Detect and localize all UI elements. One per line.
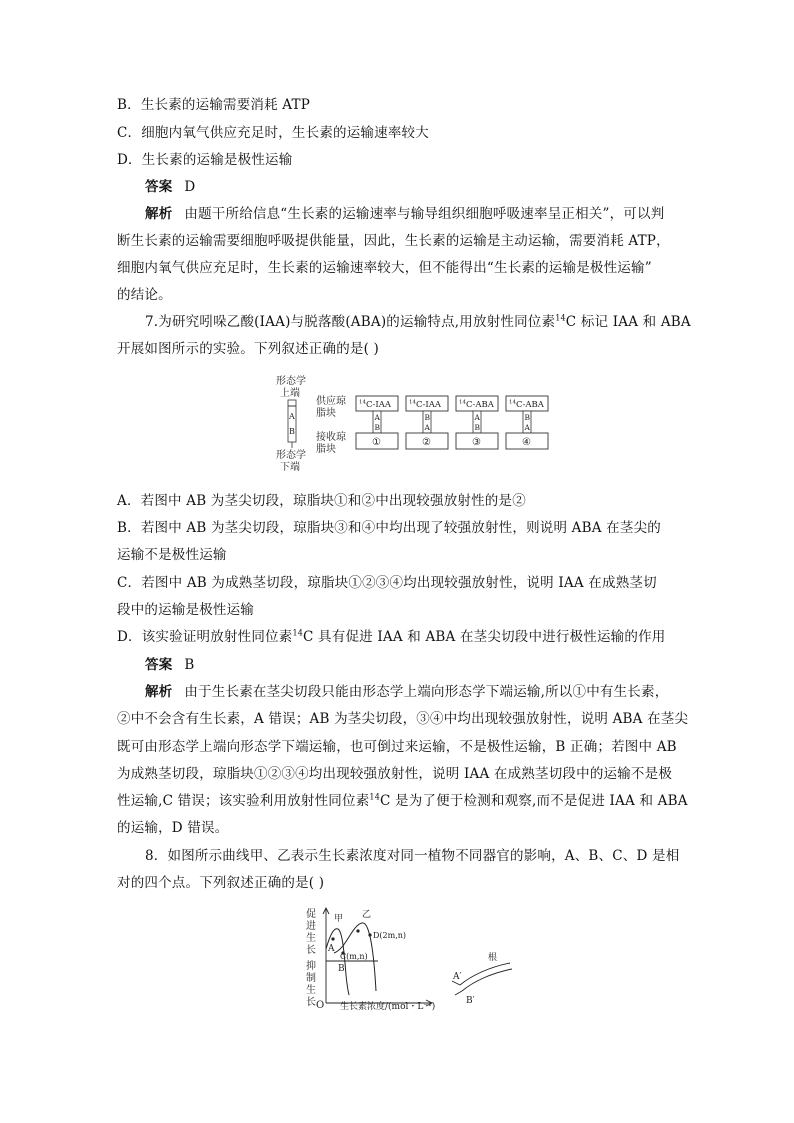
q7-option-b: B．若图中 AB 为茎尖切段，琼脂块③和④中均出现了较强放射性，则说明 ABA 在茎尖的 <box>117 520 661 536</box>
q6-analysis-line: 细胞内氧气供应充足时，生长素的运输速率较大，但不能得出“生长素的运输是极性运输” <box>117 260 652 276</box>
svg-text:脂块: 脂块 <box>316 444 336 455</box>
q7-stem: 7.为研究吲哚乙酸(IAA)与脱落酸(ABA)的运输特点,用放射性同位素$^{14}$C 标记 IAA 和 ABA <box>145 313 691 330</box>
receiver-agar-number: ④ <box>522 437 531 448</box>
svg-text:下端: 下端 <box>280 462 300 473</box>
q7-analysis-line: 解析 由于生长素在茎尖切段只能由形态学上端向形态学下端运输,所以①中有生长素， <box>145 684 669 700</box>
q6-analysis-line: 断生长素的运输需要细胞呼吸提供能量，因此，生长素的运输是主动运输，需要消耗 ATP， <box>117 233 670 249</box>
point-a: A <box>328 944 335 954</box>
bottom-label: 形态学 <box>276 450 306 461</box>
svg-text:长: 长 <box>306 997 316 1008</box>
analysis-label: 解析 <box>145 206 173 222</box>
curve-yi-label: 乙 <box>362 910 372 920</box>
segment-top-letter: A <box>374 413 380 422</box>
origin-label: O <box>316 1000 325 1011</box>
curve-jia-label: 甲 <box>334 914 344 924</box>
q7-analysis-line: 既可由形态学上端向形态学下端运输，也可倒过来运输，不是极性运输，B 正确；若图中 AB <box>117 739 677 755</box>
q7-analysis-line: ②中不会含有生长素，A 错误；AB 为茎尖切段，③④中均出现较强放射性，说明 ABA 在茎尖 <box>117 711 689 727</box>
donor-agar-text: $^{14}$C-IAA <box>359 399 392 410</box>
q6-option-d: D．生长素的运输是极性运输 <box>117 152 293 168</box>
segment-top-letter: B <box>524 413 531 422</box>
q7-analysis-line: 性运输,C 错误；该实验利用放射性同位素$^{14}$C 是为了便于检测和观察,而不是促进 IAA 和 ABA <box>117 792 688 809</box>
answer-value: D <box>184 179 196 195</box>
q7-stem-2: 开展如图所示的实验。下列叙述正确的是( ) <box>117 341 380 357</box>
answer-label: 答案 <box>145 657 173 673</box>
svg-text:生: 生 <box>306 985 316 996</box>
segment-bottom-letter: A <box>424 423 430 432</box>
receiver-agar-number: ① <box>372 437 381 448</box>
svg-text:B: B <box>289 427 295 436</box>
q7-experiment-figure <box>272 372 552 484</box>
q7-answer <box>145 656 684 674</box>
svg-text:生: 生 <box>306 933 316 944</box>
svg-text:促: 促 <box>306 909 316 920</box>
point-b-prime: B′ <box>466 996 475 1006</box>
curve-jia <box>326 929 349 995</box>
q7-analysis-line: 为成熟茎切段，琼脂块①②③④均出现较强放射性，说明 IAA 在成熟茎切段中的运输不是极 <box>117 766 673 782</box>
receiver-label: 接收琼 <box>316 432 346 443</box>
q8-stem-2: 对的四个点。下列叙述正确的是( ) <box>117 875 325 891</box>
q7-option-b-cont: 运输不是极性运输 <box>117 547 227 563</box>
segment-top-letter: B <box>424 413 431 422</box>
segment-bottom-letter: B <box>474 423 481 432</box>
point-a-prime: A′ <box>453 972 462 982</box>
receiver-agar-number: ③ <box>472 437 481 448</box>
root-label: 根 <box>488 953 498 963</box>
q6-option-b: B．生长素的运输需要消耗 ATP <box>117 97 311 113</box>
q7-option-a: A．若图中 AB 为茎尖切段，琼脂块①和②中出现较强放射性的是② <box>117 493 526 509</box>
donor-agar-text: $^{14}$C-ABA <box>509 399 544 410</box>
q7-option-d: D．该实验证明放射性同位素$^{14}$C 具有促进 IAA 和 ABA 在茎尖切段中进行极性运输的作用 <box>117 628 666 645</box>
donor-agar-text: $^{14}$C-IAA <box>409 399 442 410</box>
segment-bottom-letter: A <box>524 423 530 432</box>
q8-auxin-curve-figure <box>300 905 530 1017</box>
svg-text:长: 长 <box>306 945 316 956</box>
donor-agar-text: $^{14}$C-ABA <box>459 399 494 410</box>
q7-agar-blocks <box>356 396 548 449</box>
receiver-agar-number: ② <box>422 437 431 448</box>
q7-option-c-cont: 段中的运输是极性运输 <box>117 602 254 618</box>
q6-analysis-line: 的结论。 <box>117 287 172 303</box>
segment-bottom-letter: B <box>374 423 381 432</box>
q8-stem: 8．如图所示曲线甲、乙表示生长素浓度对同一植物不同器官的影响，A、B、C、D 是相 <box>145 848 680 864</box>
segment-top-letter: A <box>474 413 480 422</box>
donor-label: 供应琼 <box>316 396 346 407</box>
svg-text:抑: 抑 <box>306 961 316 972</box>
q6-answer <box>145 178 684 196</box>
point-d: D(2m,n) <box>373 931 407 940</box>
svg-text:脂块: 脂块 <box>316 408 336 419</box>
svg-text:进: 进 <box>306 921 316 932</box>
svg-text:A: A <box>289 412 295 421</box>
x-axis-label: 生长素浓度/(mol・L⁻¹) <box>340 1002 436 1012</box>
svg-text:上端: 上端 <box>280 388 300 399</box>
q7-option-c: C．若图中 AB 为成熟茎切段，琼脂块①②③④均出现较强放射性，说明 IAA 在成熟茎切 <box>117 575 657 591</box>
stem-segment <box>288 400 296 448</box>
point-c: C(m,n) <box>340 952 368 961</box>
answer-label: 答案 <box>145 179 173 195</box>
svg-text:制: 制 <box>306 973 316 984</box>
q7-analysis-line: 的运输，D 错误。 <box>117 820 229 836</box>
point-b: B <box>338 964 345 974</box>
analysis-label: 解析 <box>145 684 173 700</box>
q6-analysis-line: 解析 由题干所给信息“生长素的运输速率与输导组织细胞呼吸速率呈正相关”，可以判 <box>145 206 665 222</box>
q6-option-c: C．细胞内氧气供应充足时，生长素的运输速率较大 <box>117 125 429 141</box>
answer-value: B <box>184 657 195 673</box>
top-label: 形态学 <box>276 376 306 387</box>
